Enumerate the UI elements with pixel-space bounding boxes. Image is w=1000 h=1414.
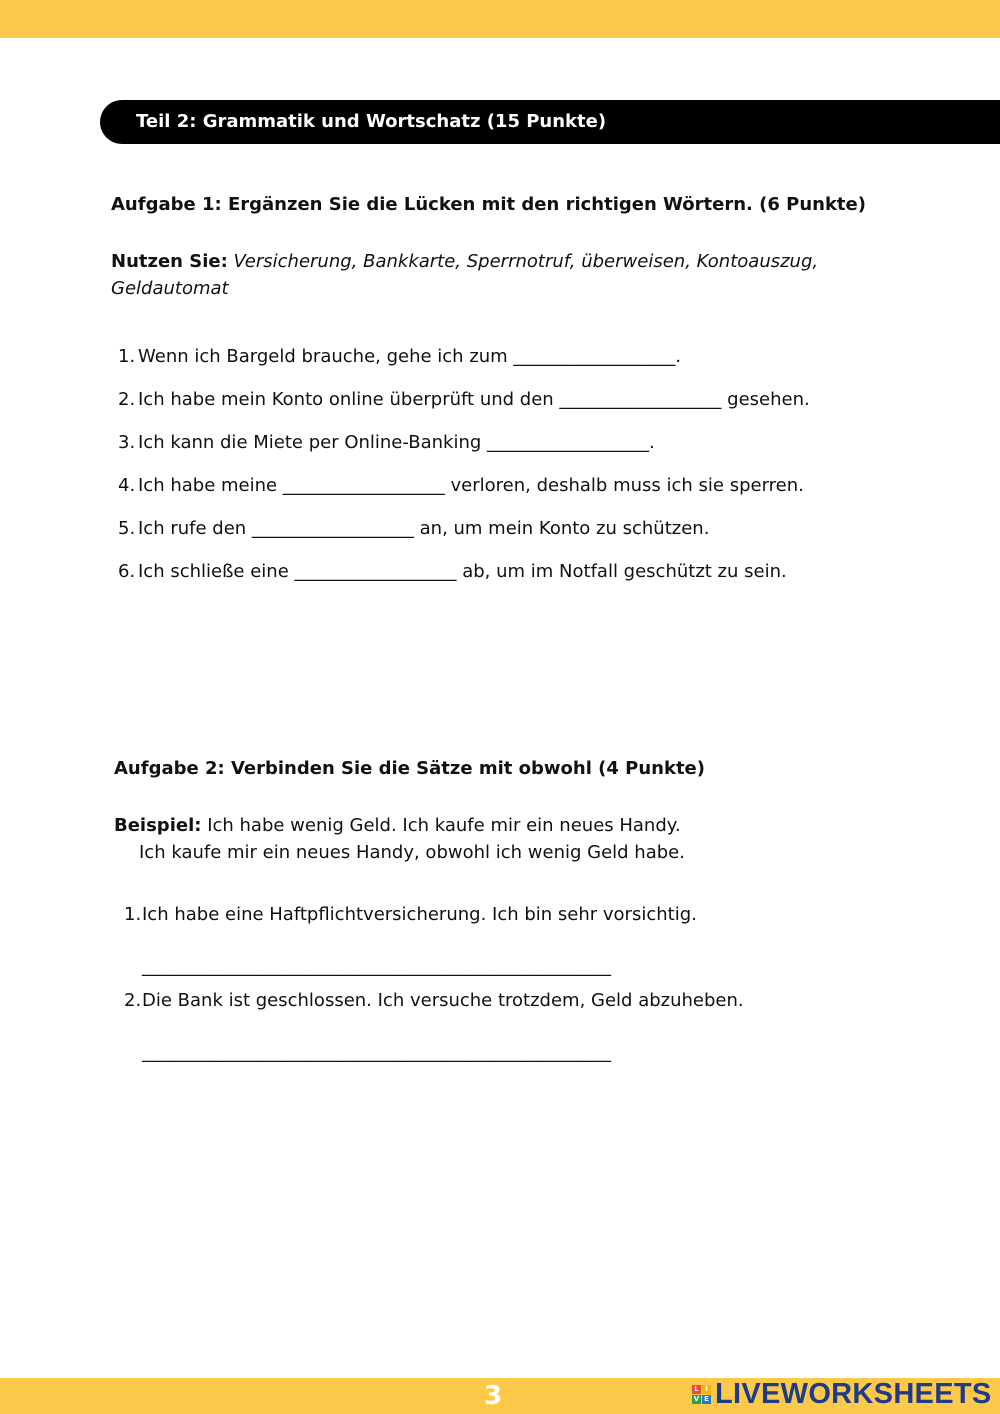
- item-text: Die Bank ist geschlossen. Ich versuche trotzdem, Geld abzuheben.: [142, 990, 744, 1011]
- item-text: Ich schließe eine __________________ ab, um im Notfall geschützt zu sein.: [138, 561, 787, 582]
- brand-logo: [692, 1376, 992, 1412]
- item-text: Ich habe eine Haftpflichtversicherung. Ich bin sehr vorsichtig.: [142, 904, 697, 925]
- hint-words: Versicherung, Bankkarte, Sperrnotruf, überweisen, Kontoauszug, Geldautomat: [111, 251, 819, 299]
- task1-hint: [111, 248, 901, 302]
- task2-example: [114, 812, 904, 866]
- item-number: 3.: [118, 432, 136, 453]
- item-number: 1.: [124, 904, 142, 925]
- item-number: 2.: [118, 389, 136, 410]
- item-number: 5.: [118, 518, 136, 539]
- hint-label: Nutzen Sie:: [111, 251, 228, 272]
- task1-list: [118, 335, 928, 593]
- list-item[interactable]: [118, 464, 928, 507]
- list-item[interactable]: [118, 421, 928, 464]
- example-line-2: Ich kaufe mir ein neues Handy, obwohl ich wenig Geld habe.: [139, 842, 685, 863]
- list-item[interactable]: [118, 550, 928, 593]
- logo-letter-i: I: [702, 1385, 711, 1394]
- item-number: 1.: [118, 346, 136, 367]
- item-number: 2.: [124, 990, 142, 1011]
- list-item[interactable]: [118, 335, 928, 378]
- answer-line[interactable]: ___________________________________________________: [142, 956, 612, 977]
- task2-title: Aufgabe 2: Verbinden Sie die Sätze mit obwohl (4 Punkte): [114, 758, 705, 779]
- section-title-banner: [100, 100, 1000, 144]
- item-text: Ich kann die Miete per Online-Banking __________________.: [138, 432, 655, 453]
- item-text: Ich habe mein Konto online überprüft und den __________________ gesehen.: [138, 389, 810, 410]
- answer-line[interactable]: ___________________________________________________: [142, 1042, 612, 1063]
- logo-letter-e: E: [702, 1395, 711, 1404]
- list-item[interactable]: [118, 378, 928, 421]
- list-item: [124, 898, 932, 984]
- list-item: [124, 984, 932, 1070]
- example-label: Beispiel:: [114, 815, 202, 836]
- brand-name: LIVEWORKSHEETS: [715, 1377, 992, 1410]
- section-title: Teil 2: Grammatik und Wortschatz (15 Punkte): [136, 111, 607, 132]
- item-number: 6.: [118, 561, 136, 582]
- item-text: Wenn ich Bargeld brauche, gehe ich zum __________________.: [138, 346, 682, 367]
- task1-title: Aufgabe 1: Ergänzen Sie die Lücken mit den richtigen Wörtern. (6 Punkte): [111, 194, 866, 215]
- item-number: 4.: [118, 475, 136, 496]
- page-number: 3: [483, 1381, 503, 1411]
- item-text: Ich rufe den __________________ an, um mein Konto zu schützen.: [138, 518, 710, 539]
- list-item[interactable]: [118, 507, 928, 550]
- logo-letter-l: L: [692, 1385, 701, 1394]
- task2-list: [124, 898, 932, 1070]
- liveworksheets-icon: [692, 1385, 711, 1404]
- logo-letter-v: V: [693, 1394, 700, 1403]
- top-accent-bar: [0, 0, 1000, 38]
- item-text: Ich habe meine __________________ verloren, deshalb muss ich sie sperren.: [138, 475, 804, 496]
- example-line-1: Ich habe wenig Geld. Ich kaufe mir ein neues Handy.: [207, 815, 681, 836]
